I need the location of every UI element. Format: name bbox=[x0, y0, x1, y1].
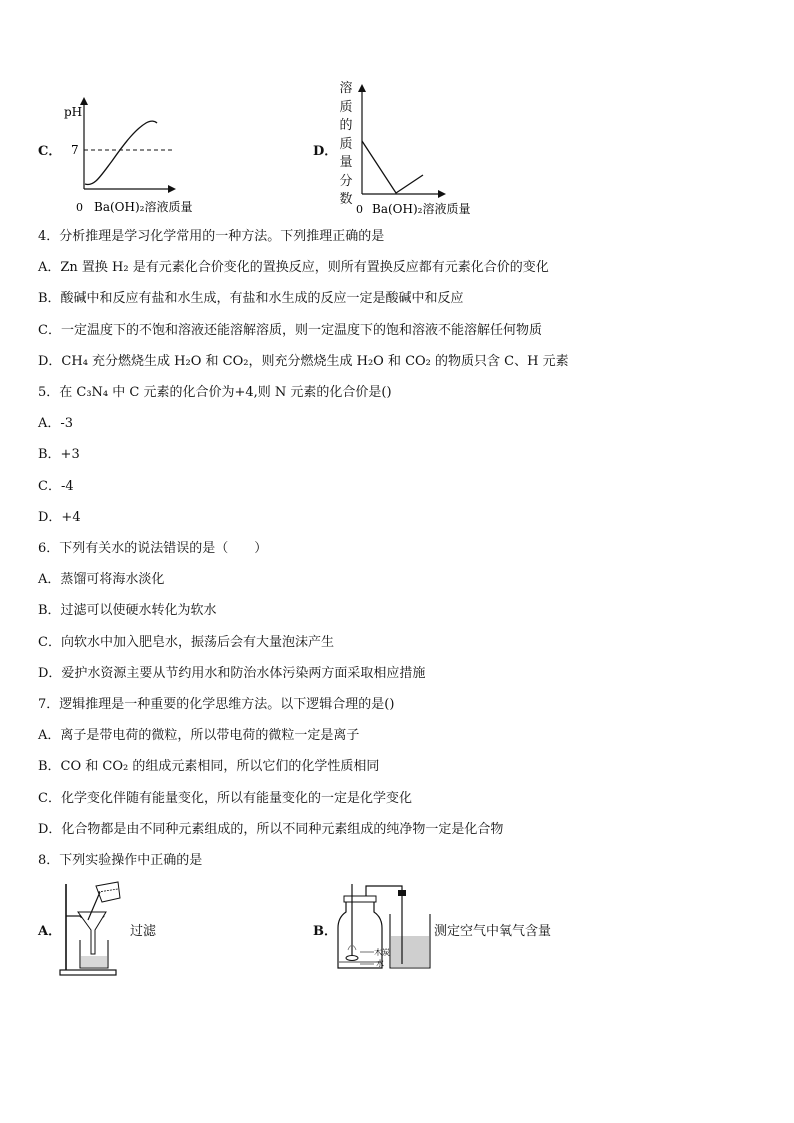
q7-option-b: B．CO 和 CO₂ 的组成元素相同，所以它们的化学性质相同 bbox=[38, 759, 380, 774]
q5-option-b: B．+3 bbox=[38, 447, 80, 462]
q6-option-c: C．向软水中加入肥皂水，振荡后会有大量泡沫产生 bbox=[38, 635, 334, 650]
q6-stem: 6．下列有关水的说法错误的是（ ） bbox=[38, 541, 268, 556]
chart-c-xlabel: Ba(OH)₂溶液质量 bbox=[94, 200, 193, 214]
chart-c-y-arrow bbox=[80, 97, 88, 105]
q6-option-a: A．蒸馏可将海水淡化 bbox=[38, 572, 165, 587]
q8-option-b-label: B． bbox=[313, 924, 337, 939]
chart-c-origin: 0 bbox=[76, 201, 83, 214]
q8-label-water: 水 bbox=[376, 959, 384, 968]
chart-d-line bbox=[362, 141, 423, 193]
chart-d-ylabel: 溶 质 的 质 量 分 数 bbox=[339, 81, 353, 207]
q8-option-a-label: A． bbox=[38, 924, 62, 939]
chart-c-ylabel: pH bbox=[64, 105, 83, 119]
q7-option-c: C．化学变化伴随有能量变化，所以有能量变化的一定是化学变化 bbox=[38, 791, 412, 806]
q4-option-c: C．一定温度下的不饱和溶液还能溶解溶质，则一定温度下的饱和溶液不能溶解任何物质 bbox=[38, 323, 542, 338]
chart-d-origin: 0 bbox=[356, 203, 363, 216]
q5-option-a: A．-3 bbox=[38, 416, 74, 431]
chart-d-x-arrow bbox=[438, 190, 446, 198]
oxygen-measurement-apparatus-icon bbox=[334, 880, 434, 975]
q5-option-c: C．-4 bbox=[38, 479, 74, 494]
q4-option-a: A．Zn 置换 H₂ 是有元素化合价变化的置换反应，则所有置换反应都有元素化合价的变化 bbox=[38, 260, 549, 275]
chart-d-y-arrow bbox=[358, 84, 366, 92]
q8-stem: 8．下列实验操作中正确的是 bbox=[38, 853, 203, 868]
q5-stem: 5．在 C₃N₄ 中 C 元素的化合价为+4,则 N 元素的化合价是() bbox=[38, 385, 392, 400]
chart-d-xlabel: Ba(OH)₂溶液质量 bbox=[372, 202, 471, 216]
chart-c-ph-curve bbox=[60, 95, 220, 220]
chart-c-ytick-7: 7 bbox=[71, 143, 79, 157]
q8-option-a-caption: 过滤 bbox=[130, 924, 157, 939]
option-c-label: C． bbox=[38, 144, 62, 159]
chart-c-x-arrow bbox=[168, 185, 176, 193]
q8-option-b-caption: 测定空气中氧气含量 bbox=[434, 924, 552, 939]
q4-option-b: B．酸碱中和反应有盐和水生成，有盐和水生成的反应一定是酸碱中和反应 bbox=[38, 291, 464, 306]
q7-option-a: A．离子是带电荷的微粒，所以带电荷的微粒一定是离子 bbox=[38, 728, 360, 743]
q7-option-d: D．化合物都是由不同种元素组成的，所以不同种元素组成的纯净物一定是化合物 bbox=[38, 822, 504, 837]
q4-option-d: D．CH₄ 充分燃烧生成 H₂O 和 CO₂，则充分燃烧生成 H₂O 和 CO₂ 的物质只含 C、H 元素 bbox=[38, 354, 569, 369]
q8-label-charcoal: 木炭 bbox=[374, 948, 390, 957]
option-d-label: D． bbox=[313, 144, 338, 159]
q7-stem: 7．逻辑推理是一种重要的化学思维方法。以下逻辑合理的是() bbox=[38, 697, 395, 712]
filtration-apparatus-icon bbox=[58, 880, 124, 978]
chart-c-curve bbox=[85, 121, 157, 184]
q5-option-d: D．+4 bbox=[38, 510, 81, 525]
q6-option-d: D．爱护水资源主要从节约用水和防治水体污染两方面采取相应措施 bbox=[38, 666, 426, 681]
q4-stem: 4．分析推理是学习化学常用的一种方法。下列推理正确的是 bbox=[38, 229, 385, 244]
chart-d-mass-fraction bbox=[352, 80, 492, 220]
q6-option-b: B．过滤可以使硬水转化为软水 bbox=[38, 603, 217, 618]
